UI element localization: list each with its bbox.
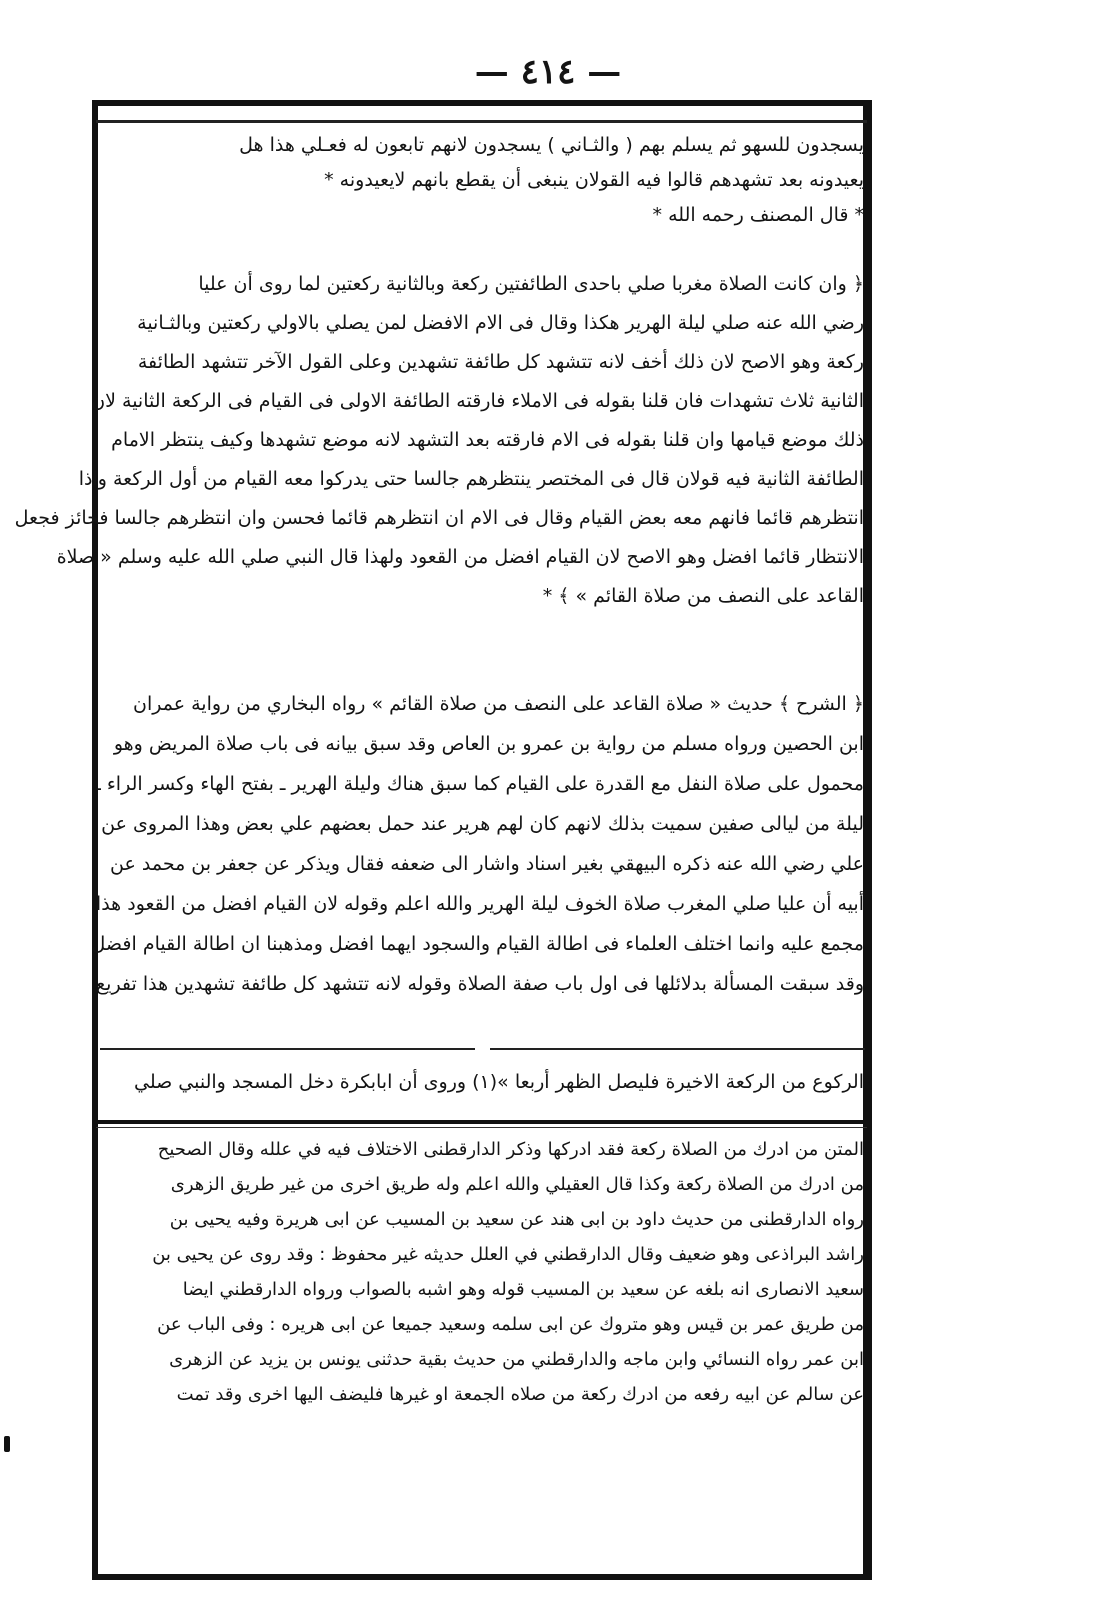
frame-top-rule: [96, 120, 867, 123]
text-line: راشد البراذعى وهو ضعيف وقال الدارقطني في العلل حديثه غير محفوظ : وقد روى عن يحيى بن: [152, 1244, 864, 1265]
margin-ink-mark: [4, 1436, 10, 1452]
commentary-top-block: [104, 128, 864, 233]
text-line: * قال المصنف رحمه الله *: [652, 204, 864, 226]
footnote-bottom-block: [104, 1132, 864, 1412]
text-line: الثانية ثلاث تشهدات فان قلنا بقوله فى الاملاء فارقته الطائفة الاولى فى القيام فى الركعة الثانية لان: [91, 390, 864, 412]
text-line: ليلة من ليالى صفين سميت بذلك لانهم كان لهم هرير عند حمل بعضهم علي بعض وهذا المروى عن: [101, 813, 864, 835]
footnote-divider: [96, 1120, 867, 1124]
section-divider-right: [490, 1048, 865, 1050]
text-line: الطائفة الثانية فيه قولان قال فى المختصر ينتظرهم جالسا حتى يدركوا معه القيام من أول الركعة واذا: [78, 468, 864, 490]
text-line: عن سالم عن ابيه رفعه من ادرك ركعة من صلاه الجمعة او غيرها فليضف اليها اخرى وقد تمت: [176, 1384, 864, 1405]
text-line: ﴿ وان كانت الصلاة مغربا صلي باحدى الطائفتين ركعة وبالثانية ركعتين لما روى أن عليا: [198, 273, 864, 295]
text-line: يعيدونه بعد تشهدهم قالوا فيه القولان ينبغى أن يقطع بانهم لايعيدونه *: [324, 169, 864, 191]
text-line: علي رضي الله عنه ذكره البيهقي بغير اسناد واشار الى ضعفه فقال ويذكر عن جعفر بن محمد عن: [110, 853, 864, 875]
text-line: الركوع من الركعة الاخيرة فليصل الظهر أربعا »(١) وروى أن ابابكرة دخل المسجد والنبي صلي: [133, 1071, 864, 1093]
text-line: الانتظار قائما افضل وهو الاصح لان القيام افضل من القعود ولهذا قال النبي صلي الله عليه وسلم « صلاة: [56, 546, 864, 568]
footnote-top-block: [104, 1062, 864, 1102]
text-line: أبيه أن عليا صلي المغرب صلاة الخوف ليلة الهرير والله اعلم وقوله لان القيام افضل من القعود هذا: [95, 893, 864, 915]
footnote-divider-thin: [96, 1127, 867, 1128]
text-line: ركعة وهو الاصح لان ذلك أخف لانه تتشهد كل طائفة تشهدين وعلى القول الآخر تتشهد الطائفة: [137, 351, 864, 373]
section-divider-left: [100, 1048, 475, 1050]
text-line: سعيد الانصارى انه بلغه عن سعيد بن المسيب قوله وهو اشبه بالصواب ورواه الدارقطني ايضا: [182, 1279, 864, 1300]
text-line: رواه الدارقطنى من حديث داود بن ابى هند عن سعيد بن المسيب عن ابى هريرة وفيه يحيى بن: [169, 1209, 864, 1230]
sharh-block: [91, 684, 864, 1004]
text-line: القاعد على النصف من صلاة القائم » ﴾ *: [542, 585, 864, 607]
page-number: — ٤١٤ —: [474, 52, 622, 92]
text-line: من طريق عمر بن قيس وهو متروك عن ابى سلمه وسعيد جميعا عن ابى هريره : وفى الباب عن: [157, 1314, 864, 1335]
text-line: رضي الله عنه صلي ليلة الهرير هكذا وقال فى الام الافضل لمن يصلي بالاولي ركعتين وبالثـانية: [137, 312, 864, 334]
text-line: انتظرهم قائما فانهم معه بعض القيام وقال فى الام ان انتظرهم قائما فحسن وان انتظرهم جالسا فجائز فجعل: [14, 507, 864, 529]
text-line: من ادرك من الصلاة ركعة وكذا قال العقيلي والله اعلم وله طريق اخرى من غير طريق الزهرى: [170, 1174, 864, 1195]
text-line: ﴿ الشرح ﴾ حديث « صلاة القاعد على النصف من صلاة القائم » رواه البخاري من رواية عمران: [133, 693, 864, 715]
text-line: ابن عمر رواه النسائي وابن ماجه والدارقطني من حديث بقية حدثنى يونس بن يزيد عن الزهرى: [169, 1349, 864, 1370]
text-line: يسجدون للسهو ثم يسلم بهم ( والثـاني ) يسجدون لانهم تابعون له فعـلي هذا هل: [239, 134, 864, 156]
text-line: ذلك موضع قيامها وان قلنا بقوله فى الام فارقته بعد التشهد لانه موضع تشهدها وكيف ينتظر الامام: [111, 429, 864, 451]
text-line: المتن من ادرك من الصلاة ركعة فقد ادركها وذكر الدارقطنى الاختلاف فيه في علله وقال الصحيح: [157, 1139, 864, 1160]
text-line: محمول على صلاة النفل مع القدرة على القيام كما سبق هناك وليلة الهرير ـ بفتح الهاء وكسر الراء ـ: [95, 773, 864, 795]
text-line: ابن الحصين ورواه مسلم من رواية بن عمرو بن العاص وقد سبق بيانه فى باب صلاة المريض وهو: [113, 733, 864, 755]
text-line: مجمع عليه وانما اختلف العلماء فى اطالة القيام والسجود ايهما افضل ومذهبنا ان اطالة القيام افضل: [91, 933, 864, 955]
matn-block: [14, 265, 864, 616]
text-line: وقد سبقت المسألة بدلائلها فى اول باب صفة الصلاة وقوله لانه تتشهد كل طائفة تشهدين هذا تفريع: [96, 973, 864, 995]
